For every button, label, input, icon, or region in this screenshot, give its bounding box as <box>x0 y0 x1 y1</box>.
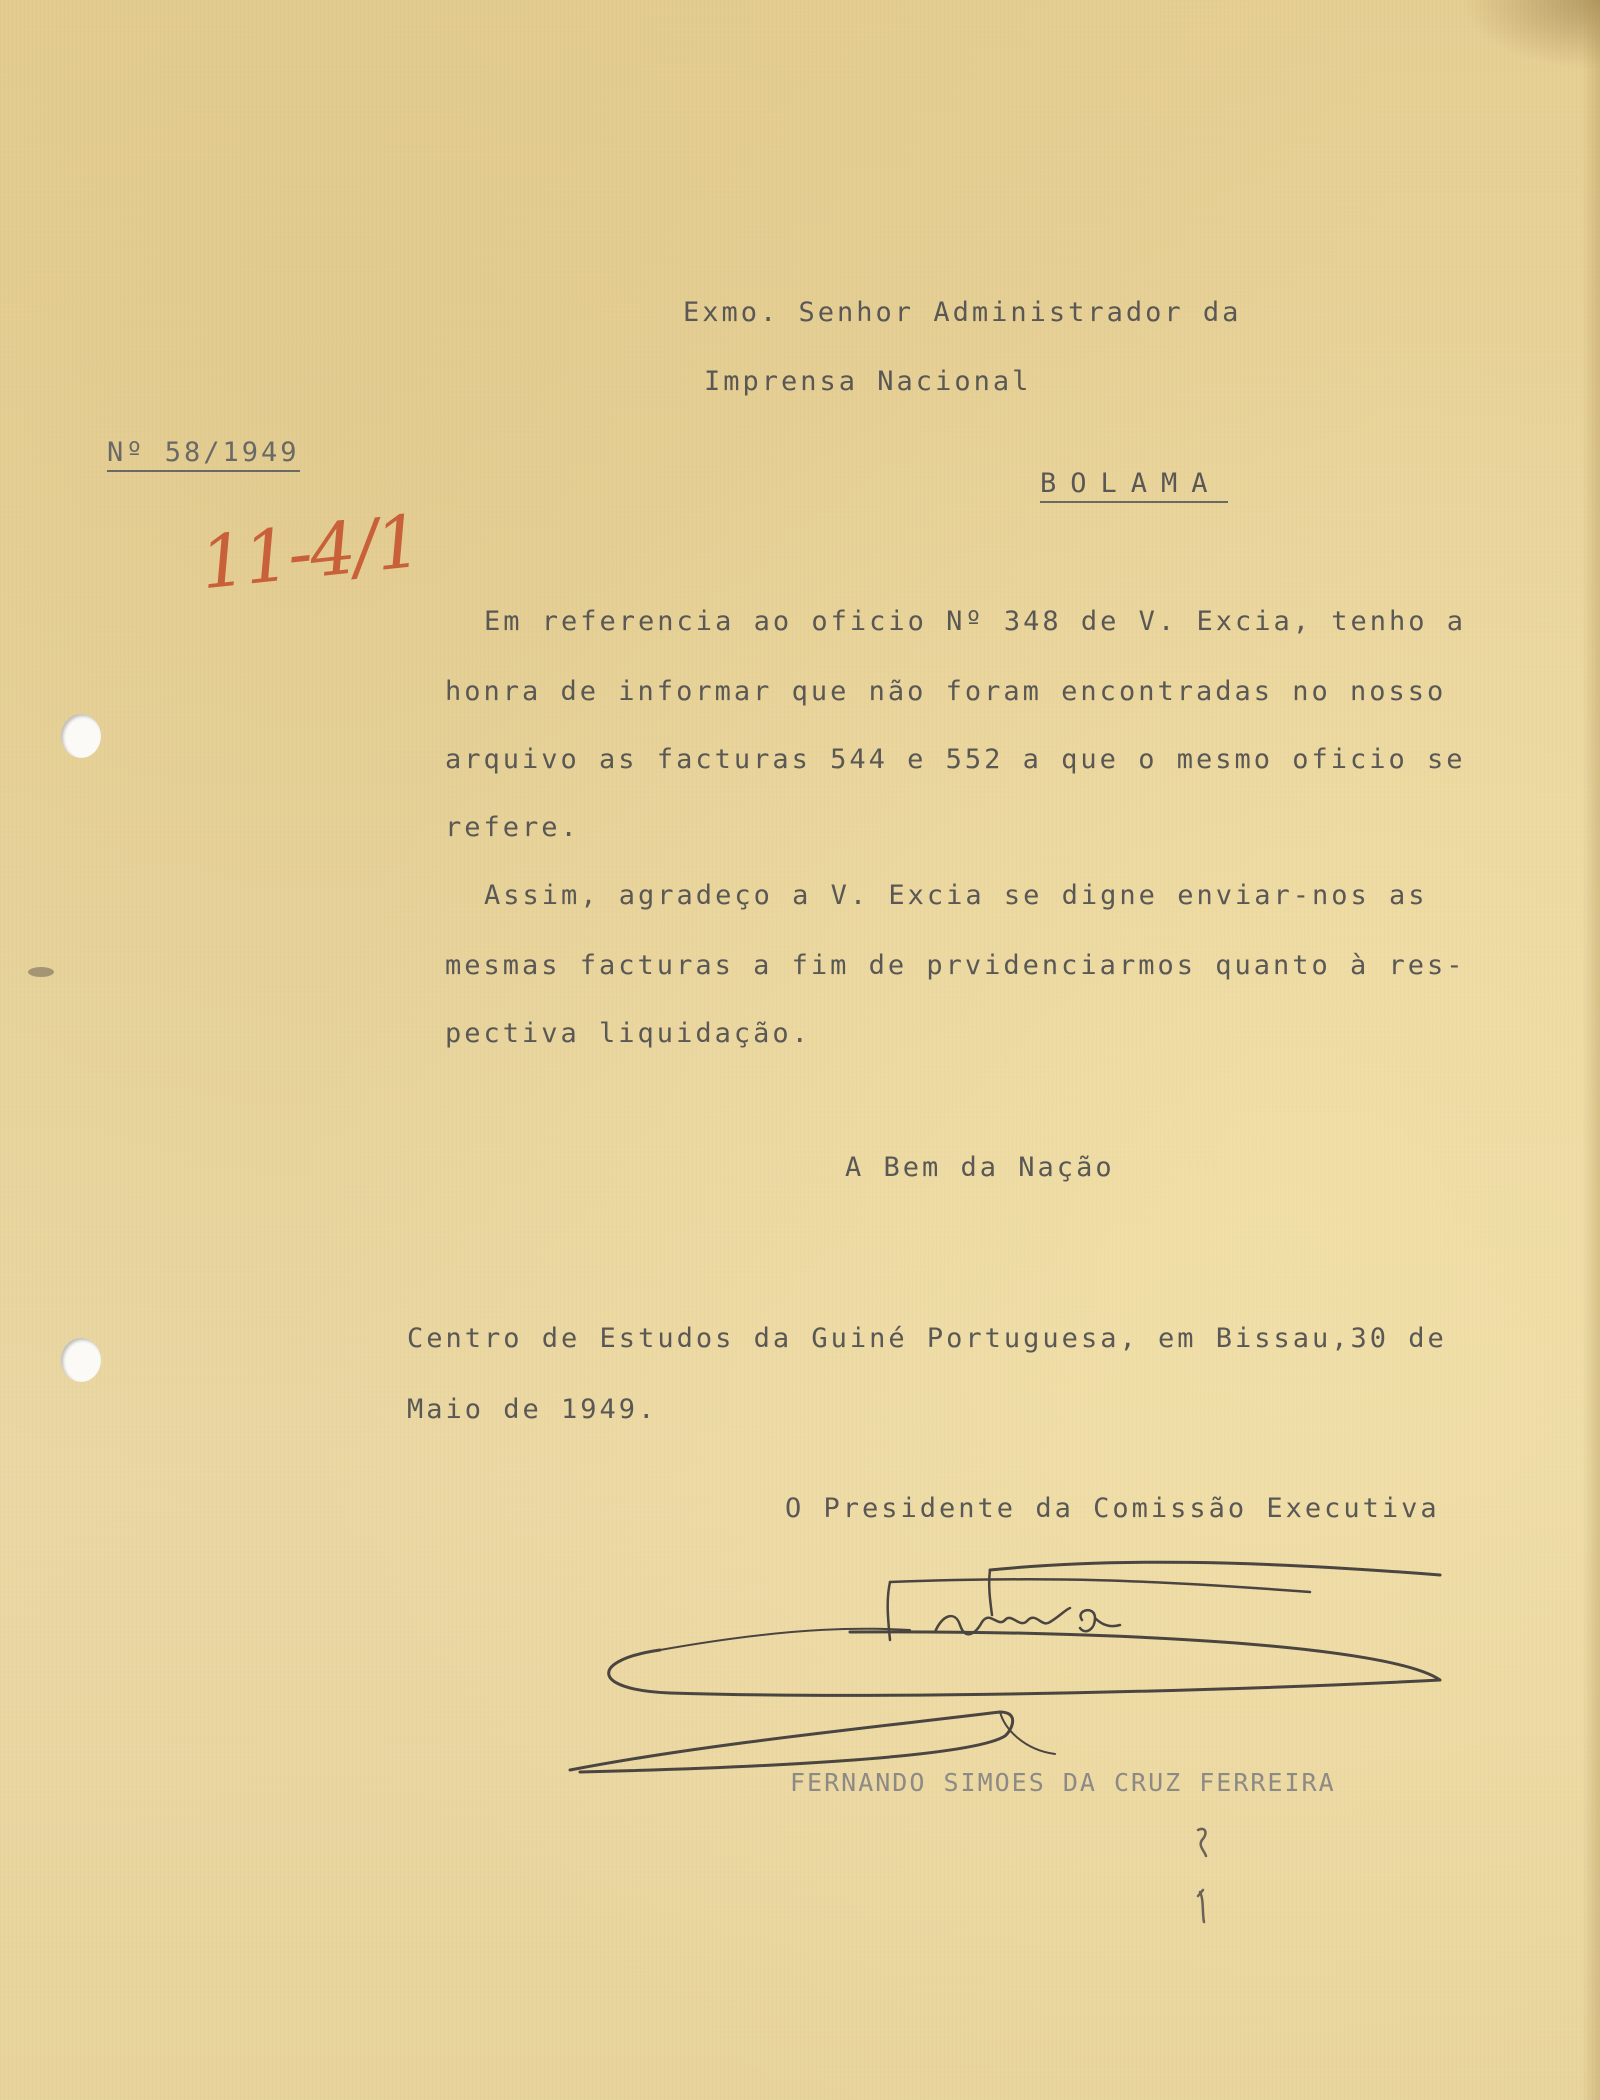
body-line: refere. <box>445 812 580 843</box>
ink-blot <box>28 967 54 977</box>
closing-salutation: A Bem da Nação <box>845 1152 1115 1183</box>
body-line: honra de informar que não foram encontradas no nosso <box>445 676 1447 707</box>
body-line: Em referencia ao oficio Nº 348 de V. Excia, tenho a <box>484 606 1467 637</box>
body-line: arquivo as facturas 544 e 552 a que o mesmo oficio se <box>445 744 1466 775</box>
body-line: pectiva liquidação. <box>445 1018 811 1049</box>
body-line: Assim, agradeço a V. Excia se digne enviar-nos as <box>484 880 1428 911</box>
recipient-line-2: Imprensa Nacional <box>704 366 1032 397</box>
reference-number: Nº 58/1949 <box>107 437 300 472</box>
place-date-line-2: Maio de 1949. <box>407 1394 658 1425</box>
signature-icon <box>550 1540 1470 1780</box>
edge-shade <box>1582 0 1600 2100</box>
staple-mark-icon <box>1188 1820 1218 1930</box>
signer-title: O Presidente da Comissão Executiva <box>785 1493 1440 1524</box>
recipient-city: BOLAMA <box>1040 468 1228 503</box>
punch-hole-icon <box>61 714 101 758</box>
recipient-line-1: Exmo. Senhor Administrador da <box>683 297 1242 328</box>
place-date-line-1: Centro de Estudos da Guiné Portuguesa, em Bissau,30 de <box>407 1323 1447 1354</box>
punch-hole-icon <box>61 1338 101 1382</box>
signer-name: FERNANDO SIMOES DA CRUZ FERREIRA <box>790 1768 1336 1797</box>
body-line: mesmas facturas a fim de prvidenciarmos quanto à res- <box>445 950 1466 981</box>
corner-shade <box>1460 0 1600 70</box>
handwritten-note: 11-4/1 <box>196 498 424 606</box>
